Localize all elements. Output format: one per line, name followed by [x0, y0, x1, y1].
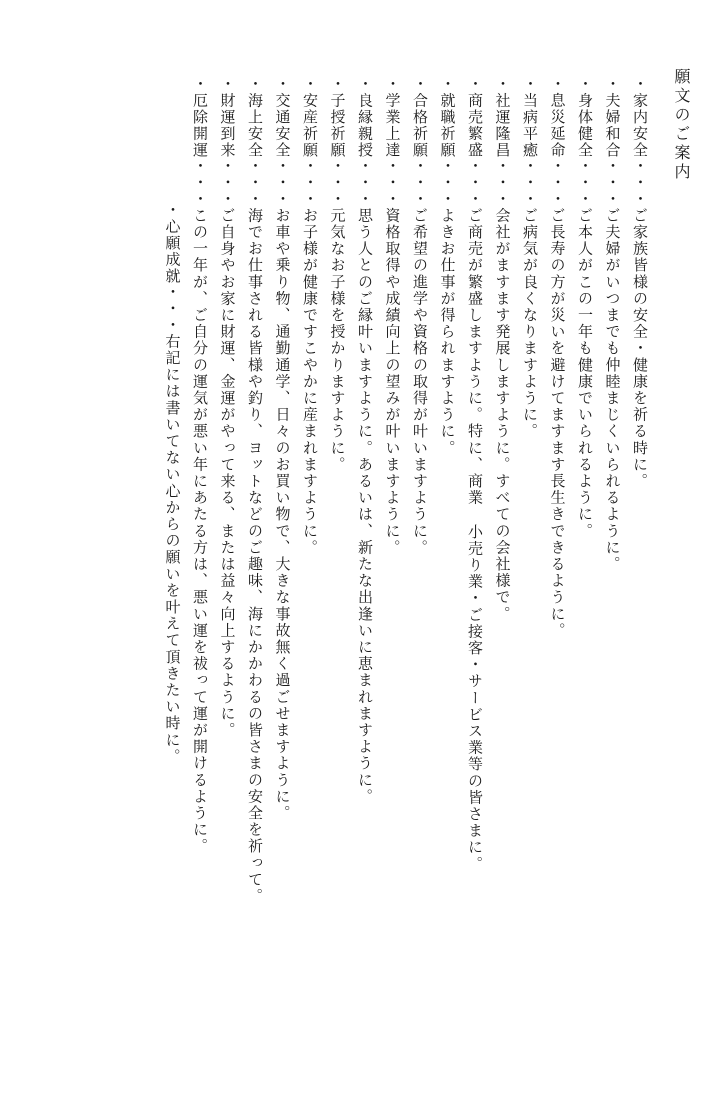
- prayer-entry: [521, 62, 536, 976]
- prayer-entry-text: ご本人がこの一年も健康でいられるように。: [576, 207, 592, 540]
- prayer-entry-text: お子様が健康ですこやかに産まれますように。: [301, 207, 317, 556]
- prayer-entry: [576, 62, 591, 976]
- prayer-entry-label: ・就職祈願・・・: [438, 76, 455, 208]
- prayer-entry-text: ご家族皆様の安全・健康を祈る時に。: [631, 207, 647, 490]
- prayer-entry-text: ご自身やお家に財運、金運がやって来る、または益々向上するように。: [218, 207, 235, 739]
- prayer-entry: [329, 62, 344, 976]
- prayer-entry-label: ・良縁親授・・・: [356, 76, 372, 208]
- prayer-entry: [549, 62, 564, 976]
- prayer-entry: [246, 62, 261, 976]
- prayer-entry-label: ・社運隆昌・・・: [493, 76, 510, 208]
- prayer-entry-label: ・息災延命・・・: [548, 76, 565, 208]
- prayer-entry-text: 思う人とのご縁叶いますように。あるいは、新たな出逢いに恵まれますように。: [356, 207, 372, 805]
- prayer-entry-label: ・合格祈願・・・: [411, 76, 427, 208]
- prayer-entry: [356, 62, 371, 976]
- prayer-entry-label: ・商売繁盛・・・: [466, 76, 482, 208]
- prayer-entry-text: 会社がますます発展しますように。すべての会社様で。: [493, 207, 510, 623]
- prayer-entry-text: よきお仕事が得られますように。: [438, 207, 455, 457]
- document-body: [36, 62, 688, 984]
- prayer-entry-text: 元気なお子様を授かりますように。: [328, 207, 345, 473]
- prayer-entry-label: ・財運到来・・・: [218, 76, 235, 208]
- prayer-entry: [164, 62, 179, 1102]
- page-title: 願文のご案内: [672, 68, 689, 182]
- prayer-entry: [439, 62, 454, 976]
- prayer-entry: [191, 62, 206, 976]
- prayer-entry: [384, 62, 399, 976]
- prayer-entry-text: 資格取得や成績向上の望みが叶いますように。: [383, 207, 400, 556]
- prayer-entry-label: ・身体健全・・・: [576, 76, 592, 208]
- prayer-entry-label: ・心願成就・・・: [163, 202, 180, 334]
- prayer-entry-label: ・家内安全・・・: [631, 76, 647, 208]
- prayer-entry-label: ・交通安全・・・: [273, 76, 290, 208]
- prayer-entry-text: ご長寿の方が災いを避けてますます長生きできるように。: [548, 207, 565, 639]
- prayer-entry: [494, 62, 509, 976]
- prayer-entry-text: 海でお仕事される皆様や釣り、ヨットなどのご趣味、海にかかわるの皆さまの安全を祈って。: [246, 207, 262, 905]
- prayer-entry-text: ご商売が繁盛しますように。特に、商業 小売り業・ご接客・サービス業等の皆さまに。: [466, 207, 482, 873]
- prayer-entry-label: ・子授祈願・・・: [328, 76, 345, 208]
- prayer-entry-label: ・海上安全・・・: [246, 76, 262, 208]
- prayer-entry-label: ・当病平癒・・・: [521, 76, 537, 208]
- prayer-entry-text: ご夫婦がいつまでも仲睦まじくいられるように。: [603, 207, 620, 573]
- prayer-entry: [274, 62, 289, 976]
- prayer-entry-label: ・学業上達・・・: [383, 76, 400, 208]
- prayer-entry-text: ご希望の進学や資格の取得が叶いますように。: [411, 207, 427, 556]
- prayer-entry: [466, 62, 481, 976]
- prayer-entry: [411, 62, 426, 976]
- prayer-entry: [604, 62, 619, 976]
- prayer-entry-text: この一年が、ご自分の運気が悪い年にあたる方は、悪い運を祓って運が開けるように。: [191, 207, 207, 855]
- prayer-entry-label: ・安産祈願・・・: [301, 76, 317, 208]
- prayer-entry: [219, 62, 234, 976]
- prayer-entry: [301, 62, 316, 976]
- prayer-entry-text: 右記には書いてない心からの願いを叶えて頂きたい時に。: [163, 333, 180, 765]
- prayer-entry: [631, 62, 646, 976]
- prayer-entry-text: ご病気が良くなりますように。: [521, 207, 537, 440]
- prayer-entry-label: ・厄除開運・・・: [191, 76, 207, 208]
- prayer-entry-text: お車や乗り物、通勤通学、日々のお買い物で、大きな事故無く過ごせますように。: [273, 207, 290, 822]
- prayer-entry-list: [151, 62, 646, 1102]
- prayer-entry-label: ・夫婦和合・・・: [603, 76, 620, 208]
